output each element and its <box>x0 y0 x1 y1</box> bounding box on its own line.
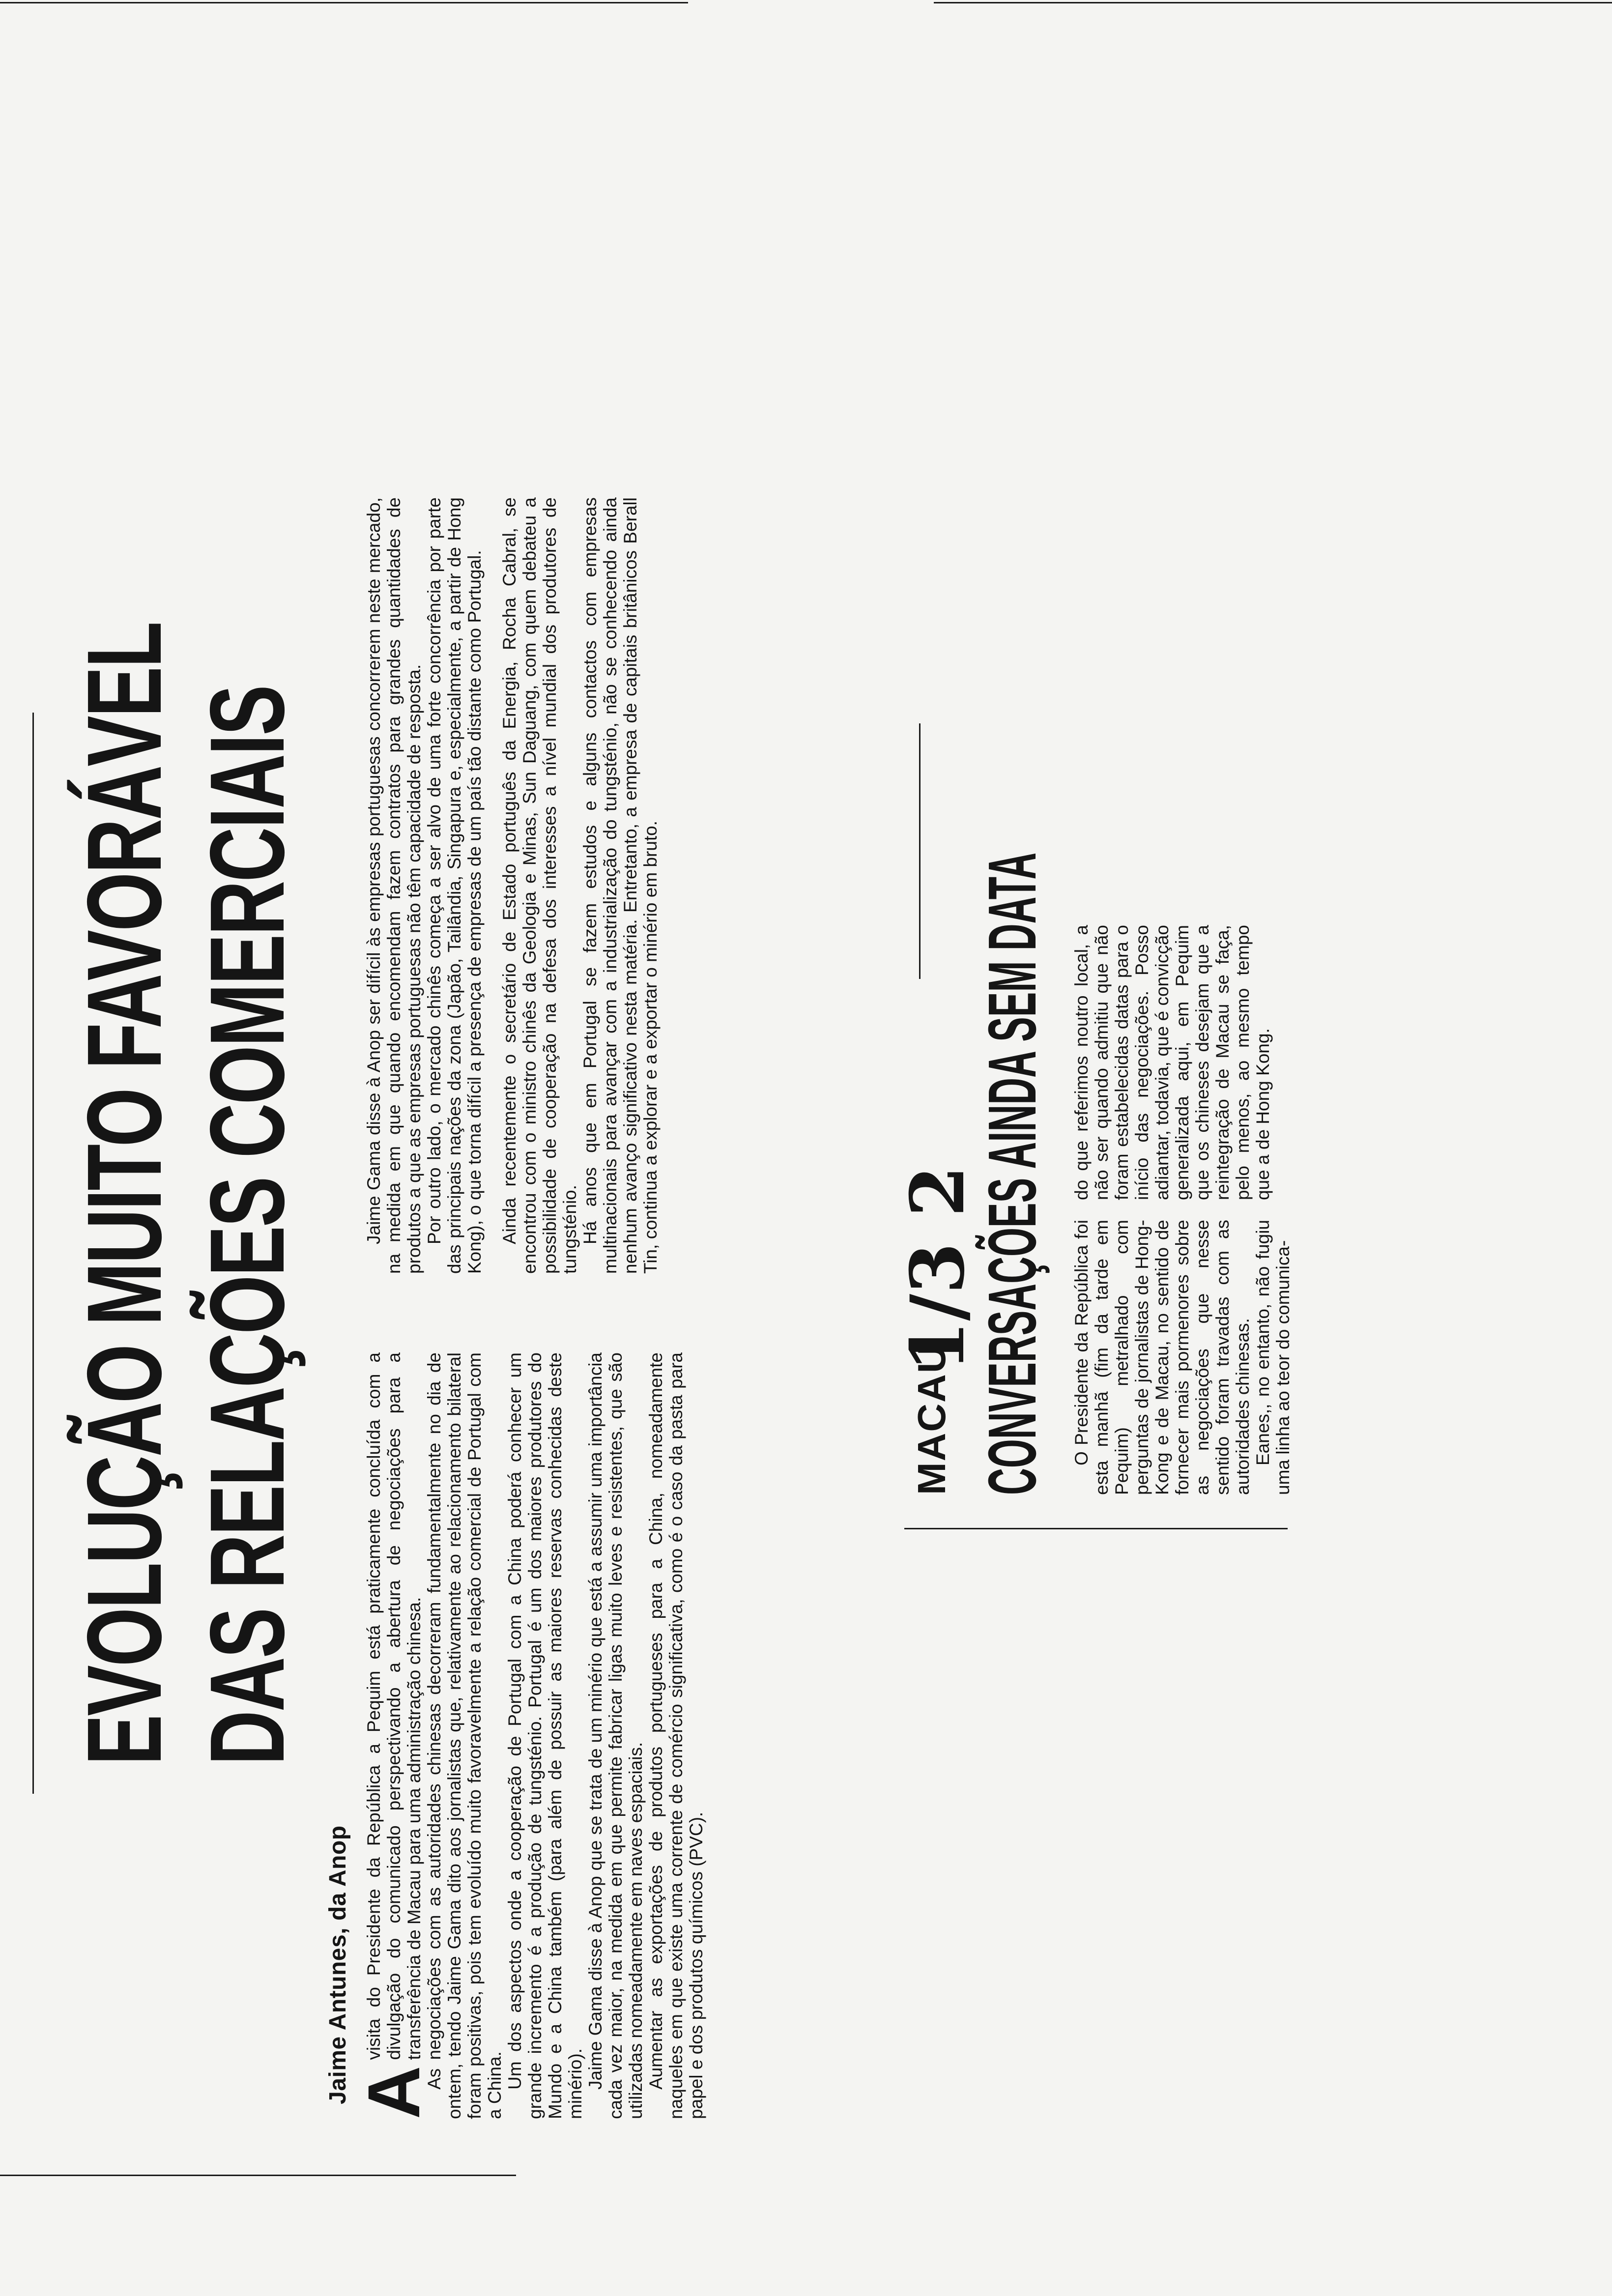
article1-paragraph: Jaime Gama disse à Anop que se trata de um minério que está a assumir uma importância cada vez maior, na medida em que permite fabricar ligas muito leves e resistentes, que são utilizadas nomeadamente em naves espaciais. <box>585 1352 646 2119</box>
article2-headline: CONVERSAÇÕES AINDA SEM DATA <box>975 852 1050 1495</box>
article2-paragraph: Eanes,, no entanto, não fugiu uma linha ao teor do comunica- <box>1253 1220 1293 1495</box>
headline-line1: EVOLUÇÃO MUITO FAVORÁVEL <box>65 623 183 1765</box>
article1-paragraph: Há anos que em Portugal se fazem estudos e alguns contactos com empresas multinacionais para avançar com a industrialização do tungsténio, não se conhecendo ainda nenhum avanço significativo nesta matéria. Entretanto, a empresa de capitais britânicos Berall Tin, continua a explorar e a exportar o minério em bruto. <box>580 497 661 1274</box>
article2-column-2 <box>1071 925 1273 1200</box>
article2-kicker: MACAU <box>910 1344 953 1495</box>
headline-line2: DAS RELAÇÕES COMERCIAIS <box>188 686 306 1765</box>
byline: Jaime Antunes, da Anop <box>325 1825 351 2104</box>
article1-paragraph: visita do Presidente da República a Pequim está praticamente concluída com a divulgação do comunicado perspectivando a abertura de negociações para a transferência de Macau para uma administração chinesa. <box>364 1352 424 2060</box>
article1-paragraph: Ainda recentemente o secretário de Estado português da Energia, Rocha Cabral, se encontrou com o ministro chinês da Geologia e Minas, Sun Daguang, com quem debateu a possibilidade de cooperação na defesa dos interesses a nível mundial dos produtores de tungsténio. <box>499 497 580 1274</box>
article1-paragraph: Por outro lado, o mercado chinês começa a ser alvo de uma forte concorrência por parte das principais nações da zona (Japão, Tailândia, Singapura e, especialmente, a partir de Hong Kong), o que torna difícil a presença de empresas de um país tão distante como Portugal. <box>424 497 485 1274</box>
handwritten-note: 1/3 2 <box>894 1165 981 1372</box>
article1-left-column <box>352 1352 706 2119</box>
article2-top-rule <box>919 723 921 979</box>
article1-paragraph: Um dos aspectos onde a cooperação de Portugal com a China poderá conhecer um grande incremento é a produção de tungsténio. Portugal é um dos maiores produtores do Mundo e a China também (para além de possuir as maiores reservas conhecidas deste minério). <box>505 1352 585 2119</box>
article1-paragraph: Aumentar as exportações de produtos portugueses para a China, nomeadamente naqueles em que existe uma corrente de comércio significativa, como é o caso da pasta para papel e dos produtos químicos (PVC). <box>646 1352 706 2119</box>
article1-right-column <box>364 497 661 1274</box>
article2-paragraph: O Presidente da República foi esta manhã (fim da tarde em Pequim) metralhado com perguntas de jornalistas de Hong-Kong e de Macau, no sentido de fornecer mais pormenores sobre as negociações que nesse sentido foram travadas com as autoridades chinesas. <box>1071 1220 1253 1495</box>
article-separator <box>904 1528 1288 1529</box>
article2-paragraph: do que referimos noutro local, a não ser quando admitiu que não foram estabelecidas datas para o início das negociações. Posso adiantar, todavia, que é convicção generalizada aqui, em Pequim que os chineses desejam que a reintegração de Macau se faça, pelo menos, ao mesmo tempo que a de Hong Kong. <box>1071 925 1273 1200</box>
article1-paragraph: Jaime Gama disse à Anop ser difícil às empresas portuguesas concorrerem neste mercado, na medida em que quando encomendam fazem contratos para grandes quantidades de produtos a que as empresas portuguesas não têm capacidade de resposta. <box>364 497 424 1274</box>
article2-column-1 <box>1071 1220 1293 1495</box>
dropcap: A <box>352 2066 435 2119</box>
article1-paragraph: As negociações com as autoridades chinesas decorreram fundamentalmente no dia de ontem, tendo Jaime Gama dito aos jornalistas que, relativamente ao relacionamento bilateral foram positivas, pois tem evoluído muito favoravelmente a relação comercial de Portugal com a China. <box>424 1352 505 2119</box>
